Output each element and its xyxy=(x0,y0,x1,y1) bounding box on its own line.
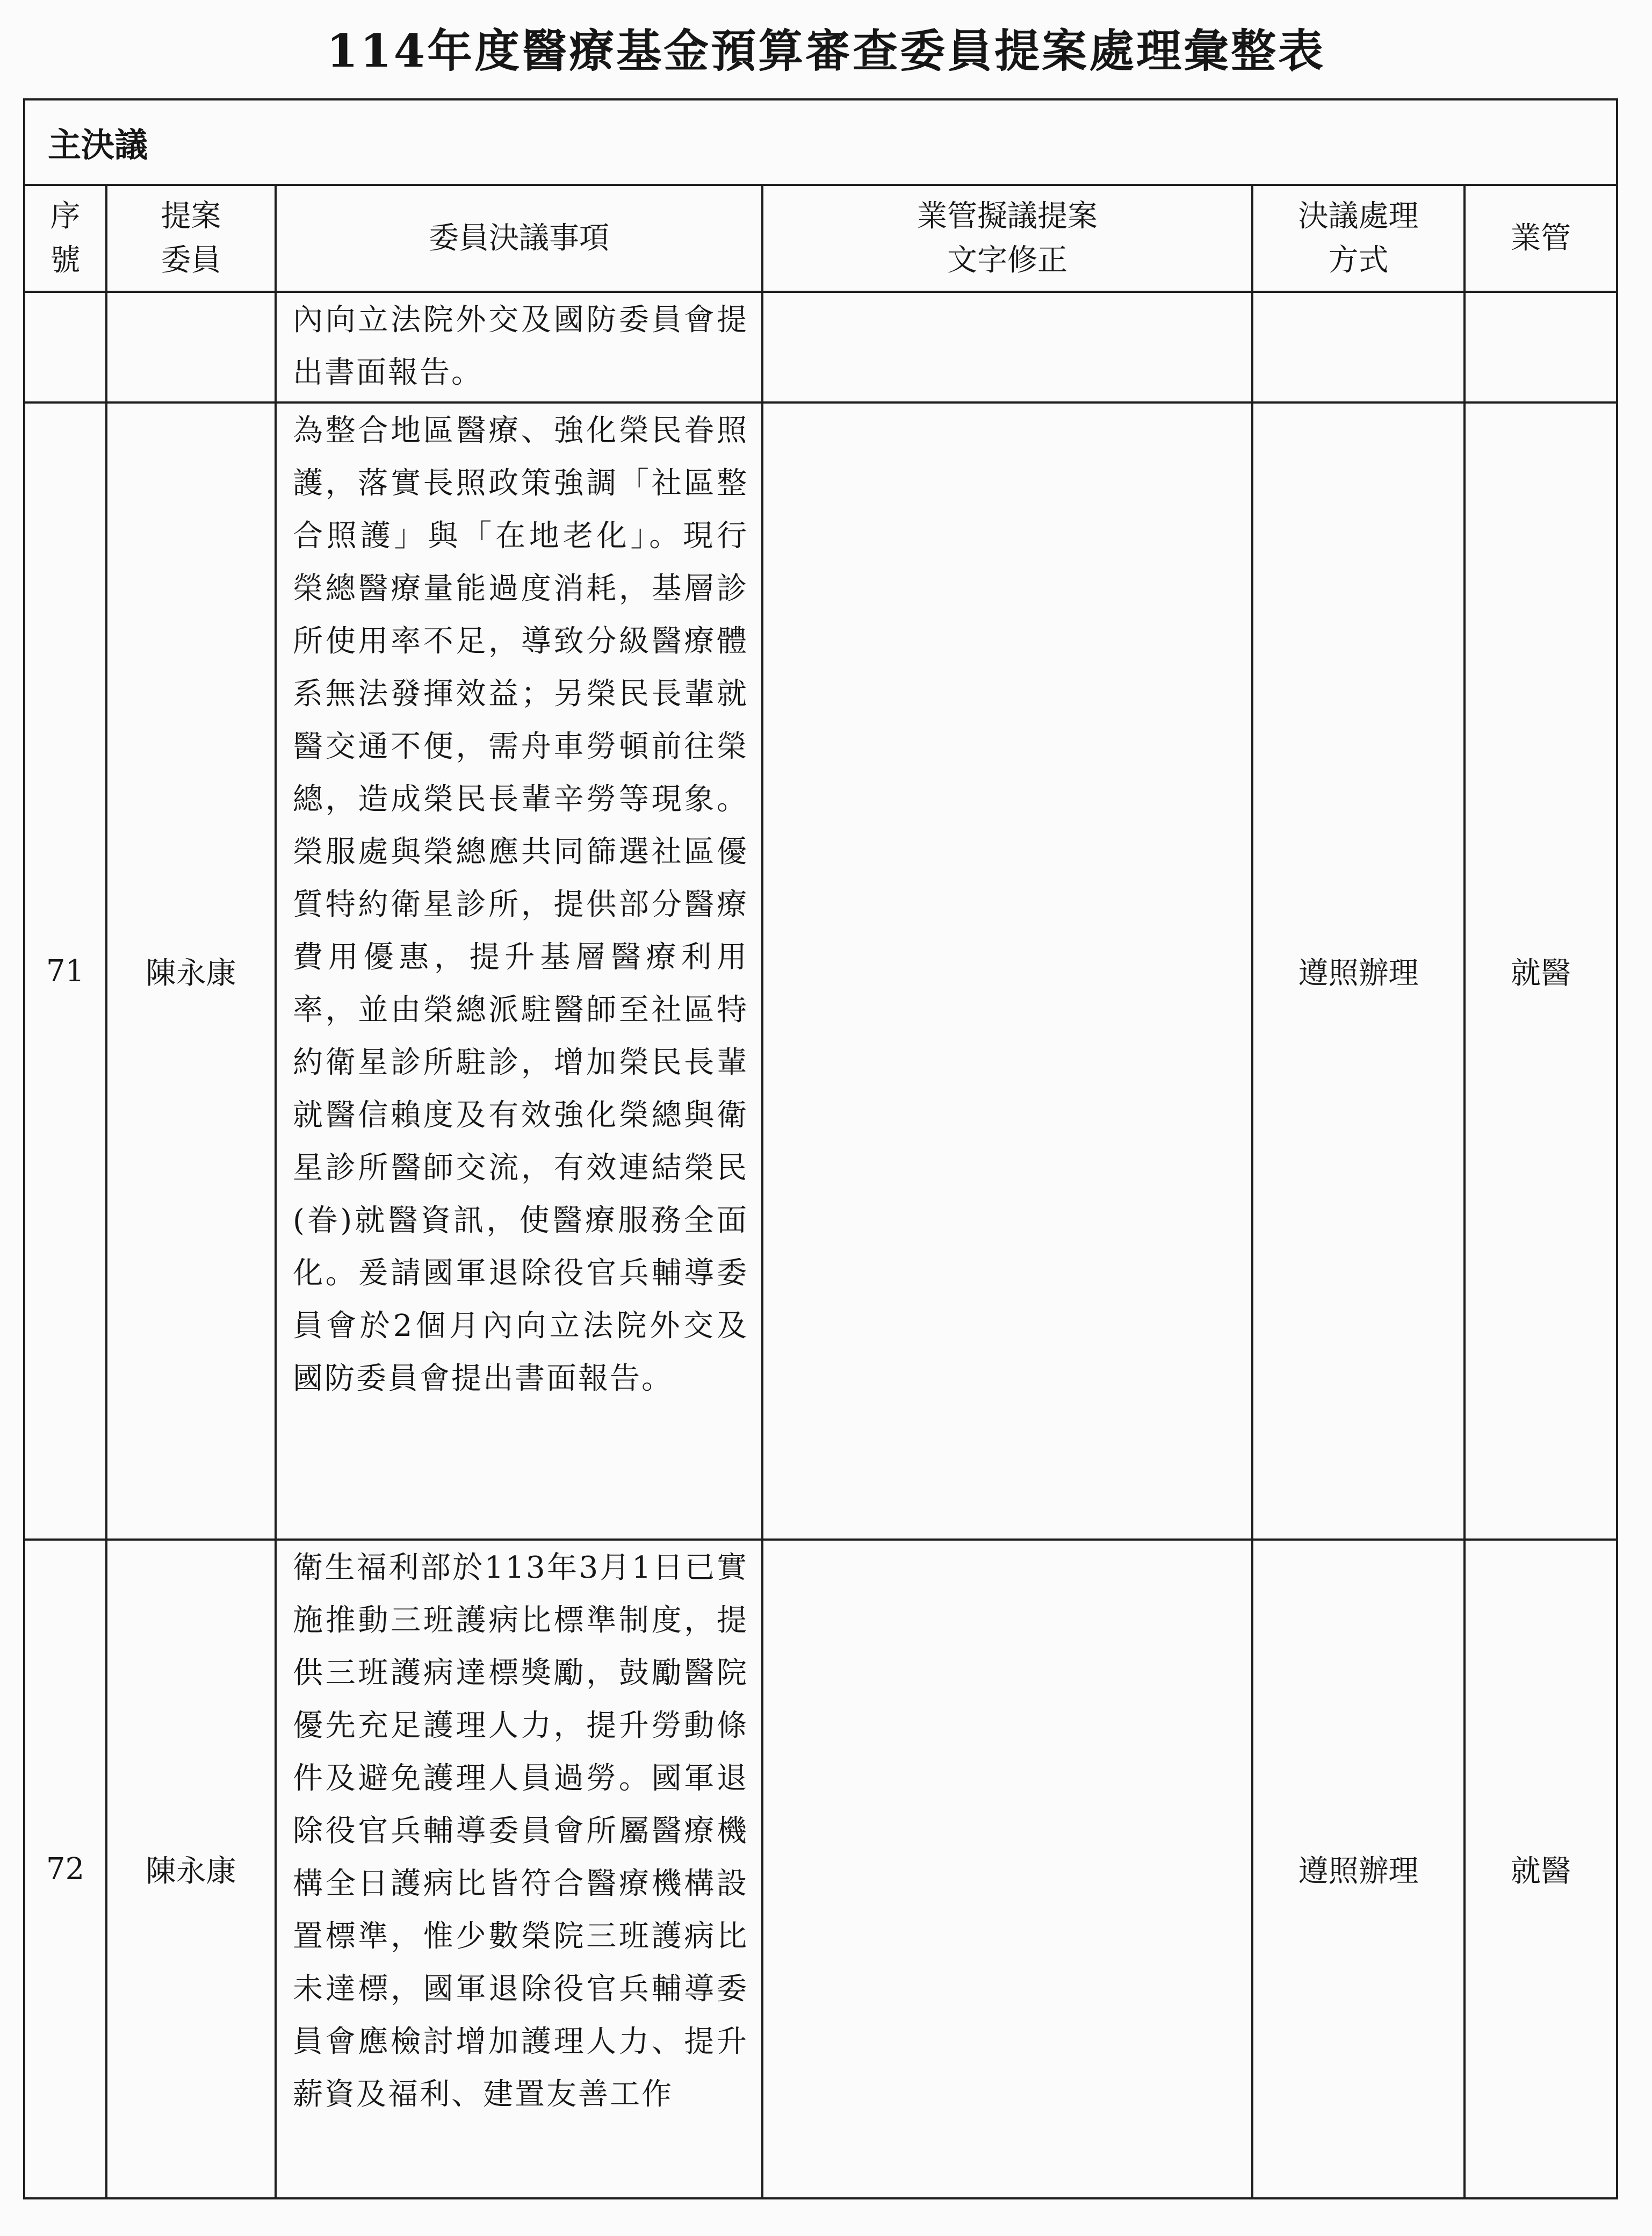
seq-cell xyxy=(24,292,106,402)
header-proposer-label: 提案委員 xyxy=(161,198,221,278)
table-row xyxy=(24,402,1617,1540)
seq-cell: 72 xyxy=(24,1540,106,2198)
header-dept-label: 業管 xyxy=(1511,220,1571,256)
proposal-table xyxy=(23,98,1618,2199)
table-row xyxy=(24,292,1617,402)
proposer-cell xyxy=(106,292,276,402)
resolution-cell: 內向立法院外交及國防委員會提出書面報告。 xyxy=(276,292,762,402)
header-resolution xyxy=(276,185,762,292)
header-seq-label: 序號 xyxy=(50,198,81,278)
proposer-cell: 陳永康 xyxy=(106,1540,276,2198)
header-seq xyxy=(24,185,106,292)
header-row xyxy=(24,185,1617,292)
dept-cell: 就醫 xyxy=(1465,1540,1617,2198)
suggestion-cell xyxy=(762,402,1252,1540)
header-handling-label: 決議處理方式 xyxy=(1298,198,1419,278)
proposer-cell: 陳永康 xyxy=(106,402,276,1540)
section-row xyxy=(24,99,1617,185)
suggestion-cell xyxy=(762,292,1252,402)
dept-cell: 就醫 xyxy=(1465,402,1617,1540)
section-title: 主決議 xyxy=(24,99,1617,185)
handling-cell xyxy=(1252,292,1465,402)
header-resolution-label: 委員決議事項 xyxy=(429,220,609,256)
seq-cell: 71 xyxy=(24,402,106,1540)
header-suggestion xyxy=(762,185,1252,292)
page-title: 114年度醫療基金預算審查委員提案處理彙整表 xyxy=(326,24,1326,77)
header-dept xyxy=(1465,185,1617,292)
handling-cell: 遵照辦理 xyxy=(1252,402,1465,1540)
table-row xyxy=(24,1540,1617,2198)
header-proposer xyxy=(106,185,276,292)
dept-cell xyxy=(1465,292,1617,402)
resolution-cell: 為整合地區醫療、強化榮民眷照護，落實長照政策強調「社區整合照護」與「在地老化」。現行榮總醫療量能過度消耗，基層診所使用率不足，導致分級醫療體系無法發揮效益；另榮民長輩就醫交通不便，需舟車勞頓前往榮總，造成榮民長輩辛勞等現象。榮服處與榮總應共同篩選社區優質特約衛星診所，提供部分醫療費用優惠，提升基層醫療利用率，並由榮總派駐醫師至社區特約衛星診所駐診，增加榮民長輩就醫信賴度及有效強化榮總與衛星診所醫師交流，有效連結榮民(眷)就醫資訊，使醫療服務全面化。爰請國軍退除役官兵輔導委員會於2個月內向立法院外交及國防委員會提出書面報告。 xyxy=(276,402,762,1540)
handling-cell: 遵照辦理 xyxy=(1252,1540,1465,2198)
suggestion-cell xyxy=(762,1540,1252,2198)
resolution-cell: 衛生福利部於113年3月1日已實施推動三班護病比標準制度，提供三班護病達標獎勵，鼓勵醫院優先充足護理人力，提升勞動條件及避免護理人員過勞。國軍退除役官兵輔導委員會所屬醫療機構全日護病比皆符合醫療機構設置標準，惟少數榮院三班護病比未達標，國軍退除役官兵輔導委員會應檢討增加護理人力、提升薪資及福利、建置友善工作 xyxy=(276,1540,762,2198)
header-handling xyxy=(1252,185,1465,292)
header-suggestion-label: 業管擬議提案文字修正 xyxy=(917,198,1098,278)
